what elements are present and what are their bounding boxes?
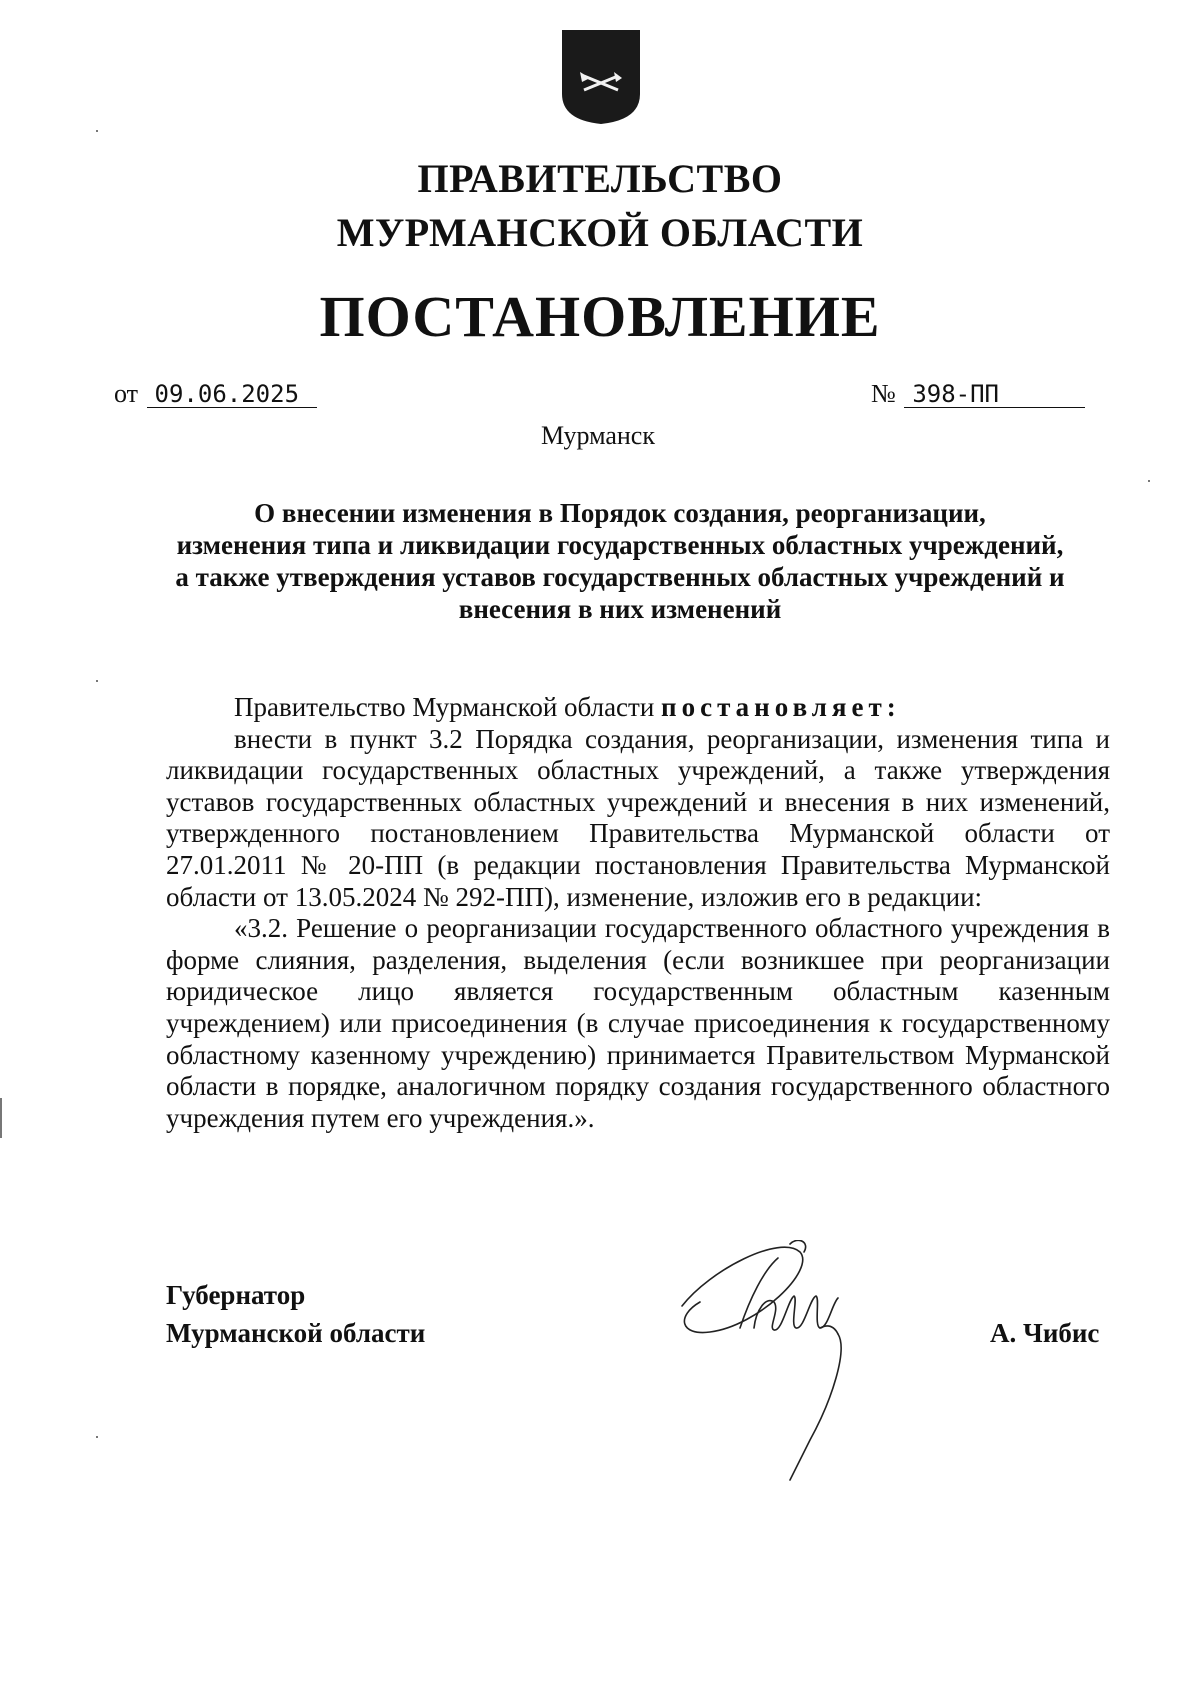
subject-line3: а также утверждения уставов государственных областных учреждений и [175,562,1065,592]
decree-word: постановляет: [661,692,901,722]
document-date [114,378,317,410]
date-prefix: от [114,379,139,408]
government-title-line1: ПРАВИТЕЛЬСТВО [417,156,783,201]
decree-intro-text: Правительство Мурманской области [234,692,662,722]
scan-mark [1148,480,1150,482]
signer-name: А. Чибис [990,1318,1100,1348]
scan-mark [96,1436,98,1438]
subject-line1: О внесении изменения в Порядок создания, реорганизации, [254,498,986,528]
number-value: 398-ПП [904,381,1085,408]
scan-mark [0,1098,2,1138]
coat-of-arms-icon [558,28,644,126]
signatory-position-line2: Мурманской области [166,1318,426,1348]
body-paragraph-1: внести в пункт 3.2 Порядка создания, реорганизации, изменения типа и ликвидации государственных областных учреждений, а также утверждения уставов государственных областных учреждений и внесения в них изменений, утвержденного постановлением Правительства Мурманской области от 27.01.2011 № 20-ПП (в редакции постановления Правительства Мурманской области от 13.05.2024 № 292-ПП), изменение, изложив его в редакции: [166,723,1110,912]
scan-mark [96,130,98,132]
document-number [871,378,1085,410]
document-body [166,692,1110,1134]
document-city [0,420,1200,452]
subject-line4: внесения в них изменений [458,594,782,624]
number-prefix: № [871,379,896,408]
signature-mark [670,1240,930,1500]
government-title-line2: МУРМАНСКОЙ ОБЛАСТИ [336,210,864,255]
body-paragraph-2: «3.2. Решение о реорганизации государственного областного учреждения в форме слияния, разделения, выделения (если возникшее при реорганизации юридическое лицо является государственным областным казенным учреждением) или присоединения (в случае присоединения к государственному областному казенному учреждению) принимается Правительством Мурманской области в порядке, аналогичном порядку создания государственного областного учреждения путем его учреждения.». [166,913,1110,1133]
signatory-position-line1: Губернатор [166,1280,306,1310]
scan-mark [96,680,98,682]
government-title [0,152,1200,260]
document-kind: ПОСТАНОВЛЕНИЕ [319,284,881,349]
city-name: Мурманск [541,421,655,450]
signatory-position [166,1276,425,1352]
document-subject [140,497,1100,625]
subject-line2: изменения типа и ликвидации государственных областных учреждений, [176,530,1064,560]
date-value: 09.06.2025 [147,381,318,408]
decree-intro [166,692,1110,724]
